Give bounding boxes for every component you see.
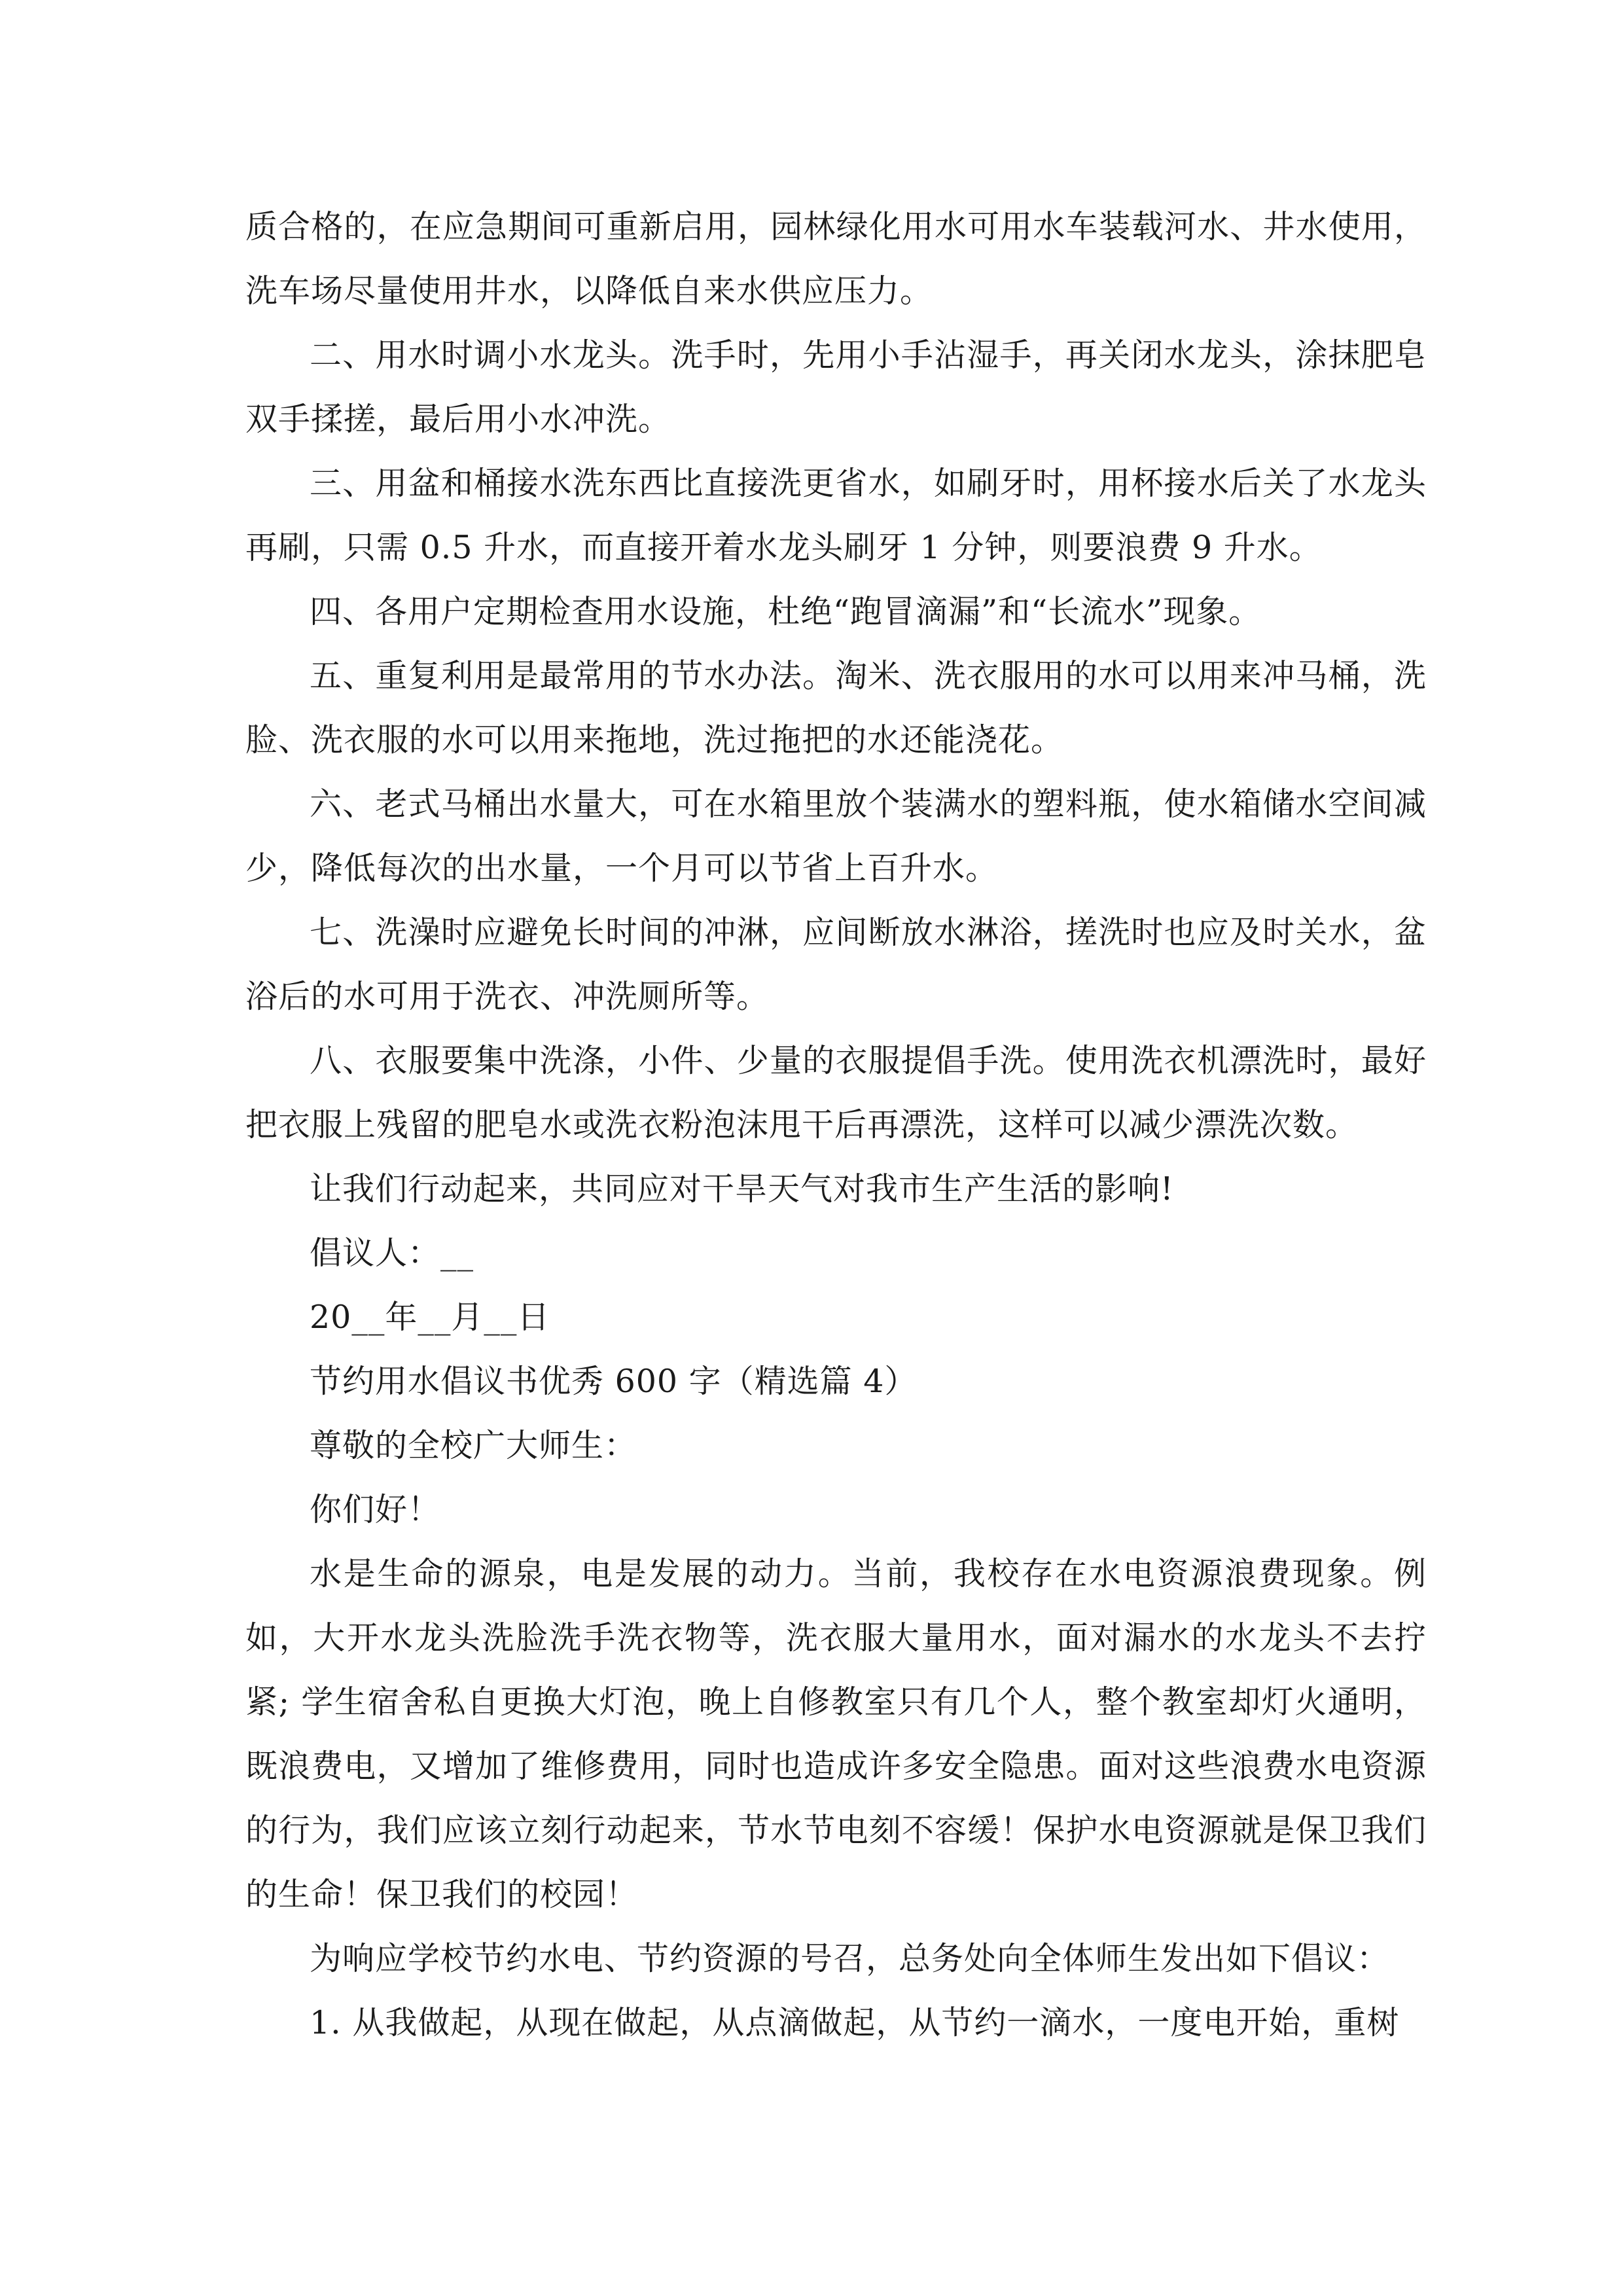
paragraph-item-5: 五、重复利用是最常用的节水办法。淘米、洗衣服用的水可以用来冲马桶，洗脸、洗衣服的水可以用来拖地，洗过拖把的水还能浇花。 bbox=[245, 657, 1427, 759]
salutation: 尊敬的全校广大师生： bbox=[310, 1427, 637, 1464]
paragraph-item-2: 二、用水时调小水龙头。洗手时，先用小手沾湿手，再关闭水龙头，涂抹肥皂双手揉搓，最后用小水冲洗。 bbox=[245, 336, 1427, 438]
document-body bbox=[245, 195, 1427, 2055]
section-title: 节约用水倡议书优秀 600 字（精选篇 4） bbox=[310, 1363, 918, 1400]
greeting: 你们好！ bbox=[310, 1491, 441, 1528]
date-line: 20__年__月__日 bbox=[310, 1299, 550, 1336]
paragraph-continuation: 质合格的，在应急期间可重新启用，园林绿化用水可用水车装载河水、井水使用，洗车场尽量使用井水，以降低自来水供应压力。 bbox=[245, 208, 1427, 310]
paragraph-item-6: 六、老式马桶出水量大，可在水箱里放个装满水的塑料瓶，使水箱储水空间减少，降低每次的出水量，一个月可以节省上百升水。 bbox=[245, 785, 1427, 887]
body-paragraph-2: 为响应学校节约水电、节约资源的号召，总务处向全体师生发出如下倡议： bbox=[310, 1940, 1390, 1977]
proposal-item-1: 1. 从我做起，从现在做起，从点滴做起，从节约一滴水，一度电开始，重树 bbox=[310, 2004, 1400, 2041]
paragraph-item-4: 四、各用户定期检查用水设施，杜绝“跑冒滴漏”和“长流水”现象。 bbox=[310, 593, 1262, 630]
paragraph-item-7: 七、洗澡时应避免长时间的冲淋，应间断放水淋浴，搓洗时也应及时关水，盆浴后的水可用于洗衣、冲洗厕所等。 bbox=[245, 914, 1427, 1015]
paragraph-item-3: 三、用盆和桶接水洗东西比直接洗更省水，如刷牙时，用杯接水后关了水龙头再刷，只需 0.5 升水，而直接开着水龙头刷牙 1 分钟，则要浪费 9 升水。 bbox=[245, 465, 1427, 566]
paragraph-item-8: 八、衣服要集中洗涤，小件、少量的衣服提倡手洗。使用洗衣机漂洗时，最好把衣服上残留的肥皂水或洗衣粉泡沫甩干后再漂洗，这样可以减少漂洗次数。 bbox=[245, 1042, 1427, 1143]
signatory-line: 倡议人：__ bbox=[310, 1234, 474, 1272]
body-paragraph-1: 水是生命的源泉，电是发展的动力。当前，我校存在水电资源浪费现象。例如，大开水龙头洗脸洗手洗衣物等，洗衣服大量用水，面对漏水的水龙头不去拧紧; 学生宿舍私自更换大灯泡，晚上自修教室只有几个人，整个教室却灯火通明，既浪费电，又增加了维修费用，同时也造成许多安全隐患。面对这些浪费水电资源的行为，我们应该立刻行动起来，节水节电刻不容缓！保护水电资源就是保卫我们的生命！保卫我们的校园！ bbox=[245, 1555, 1427, 1913]
call-to-action: 让我们行动起来，共同应对干旱天气对我市生产生活的影响! bbox=[310, 1170, 1174, 1208]
